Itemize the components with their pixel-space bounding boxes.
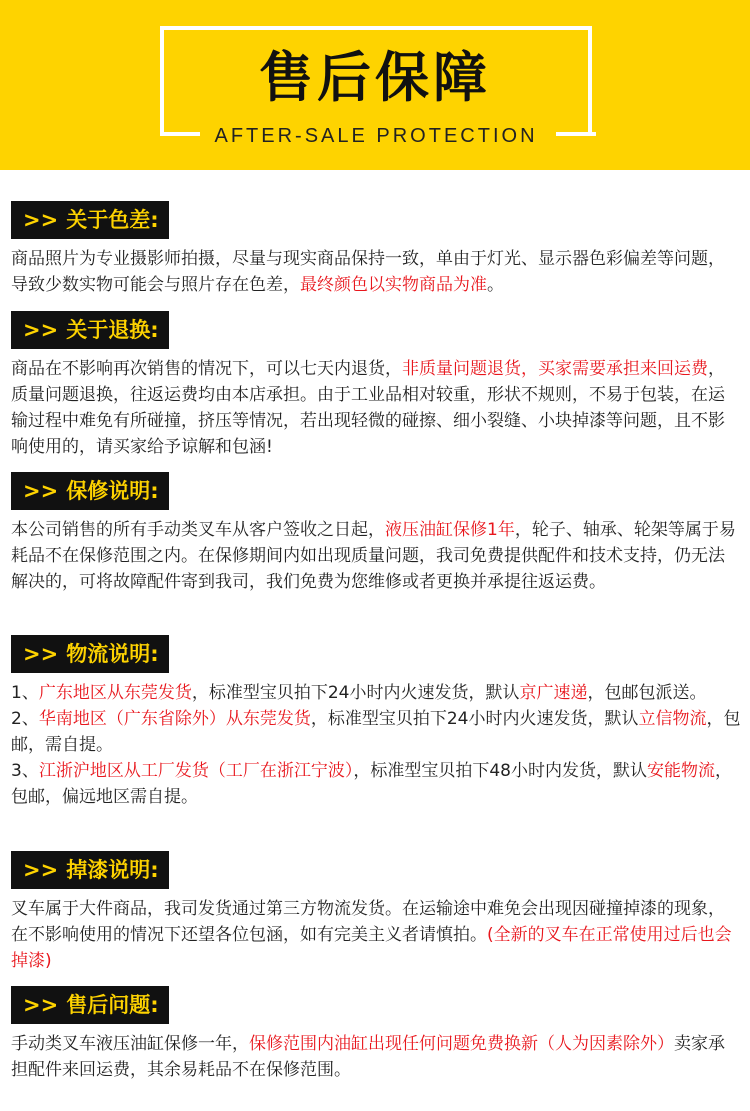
section-paragraph: [11, 1031, 741, 1083]
section-heading: [11, 986, 169, 1024]
highlight-text: 华南地区（广东省除外）从东莞发货: [38, 709, 311, 729]
section-heading: [11, 635, 169, 673]
body-text: ，包邮，偏远地区需自提。: [11, 761, 732, 807]
section-body: [11, 896, 741, 974]
double-arrow-icon: >>: [23, 208, 59, 232]
body-text: ，标准型宝贝拍下24小时内火速发货，默认: [310, 709, 639, 729]
section-heading: [11, 201, 169, 239]
body-text: ，包邮包派送。: [587, 683, 707, 703]
section-title: 售后问题:: [66, 993, 159, 1017]
section-heading: [11, 311, 169, 349]
section-title: 物流说明:: [66, 642, 159, 666]
frame-corner-left: [160, 132, 200, 136]
page-subtitle: AFTER-SALE PROTECTION: [200, 124, 552, 148]
frame-corner-right: [556, 132, 596, 136]
double-arrow-icon: >>: [23, 318, 59, 342]
section-title: 掉漆说明:: [66, 858, 159, 882]
section-paragraph: [11, 680, 741, 706]
section-paragraph: [11, 246, 741, 298]
page-title: 售后保障: [259, 46, 491, 109]
highlight-text: 江浙沪地区从工厂发货（工厂在浙江宁波）: [38, 761, 354, 781]
body-text: ，标准型宝贝拍下48小时内发货，默认: [353, 761, 647, 781]
double-arrow-icon: >>: [23, 858, 59, 882]
section-heading: [11, 851, 169, 889]
section-paragraph: [11, 517, 741, 595]
double-arrow-icon: >>: [23, 479, 59, 503]
highlight-text: 安能物流: [646, 761, 715, 781]
section-body: [11, 680, 741, 810]
body-text: 卖家承担配件来回运费，其余易耗品不在保修范围。: [11, 1034, 725, 1080]
section-paragraph: [11, 758, 741, 810]
body-text: 叉车属于大件商品，我司发货通过第三方物流发货。在运输途中难免会出现因碰撞掉漆的现象，在不影响使用的情况下还望各位包涵，如有完美主义者请慎拍。: [11, 899, 725, 945]
body-text: 手动类叉车液压油缸保修一年，: [11, 1034, 249, 1054]
section-heading: [11, 472, 169, 510]
highlight-text: 京广速递: [519, 683, 588, 703]
double-arrow-icon: >>: [23, 642, 59, 666]
header-banner: [0, 0, 750, 170]
body-text: 3、: [11, 761, 39, 781]
body-text: 2、: [11, 709, 39, 729]
highlight-text: 广东地区从东莞发货: [38, 683, 192, 703]
highlight-text: 保修范围内油缸出现任何问题免费换新（人为因素除外）: [249, 1034, 674, 1054]
body-text: 。: [487, 275, 504, 295]
highlight-text: 液压油缸保修1年: [385, 520, 515, 540]
body-text: 商品照片为专业摄影师拍摄，尽量与现实商品保持一致，单由于灯光、显示器色彩偏差等问题，导致少数实物可能会与照片存在色差，: [11, 249, 725, 295]
highlight-text: (全新的叉车在正常使用过后也会掉漆): [11, 925, 732, 971]
double-arrow-icon: >>: [23, 993, 59, 1017]
body-text: 本公司销售的所有手动类叉车从客户签收之日起，: [11, 520, 385, 540]
body-text: 商品在不影响再次销售的情况下，可以七天内退货，: [11, 359, 402, 379]
body-text: 1、: [11, 683, 39, 703]
section-paragraph: [11, 896, 741, 974]
body-text: ，包邮，需自提。: [11, 709, 741, 755]
section-body: [11, 356, 741, 460]
highlight-text: 立信物流: [638, 709, 707, 729]
section-body: [11, 1031, 741, 1083]
section-paragraph: [11, 706, 741, 758]
body-text: ，标准型宝贝拍下24小时内火速发货，默认: [191, 683, 520, 703]
section-body: [11, 246, 741, 298]
section-title: 保修说明:: [66, 479, 159, 503]
section-body: [11, 517, 741, 595]
highlight-text: 非质量问题退货，买家需要承担来回运费: [402, 359, 708, 379]
section-title: 关于退换:: [66, 318, 159, 342]
body-text: ，质量问题退换，往返运费均由本店承担。由于工业品相对较重，形状不规则，不易于包装，在运输过程中难免有所碰撞，挤压等情况，若出现轻微的碰擦、细小裂缝、小块掉漆等问题，且不影响使用的，请买家给予谅解和包涵!: [11, 359, 725, 457]
body-text: ，轮子、轴承、轮架等属于易耗品不在保修范围之内。在保修期间内如出现质量问题，我司免费提供配件和技术支持，仍无法解决的，可将故障配件寄到我司，我们免费为您维修或者更换并承提往返运费。: [11, 520, 736, 592]
highlight-text: 最终颜色以实物商品为准: [300, 275, 487, 295]
section-paragraph: [11, 356, 741, 460]
section-title: 关于色差:: [66, 208, 159, 232]
